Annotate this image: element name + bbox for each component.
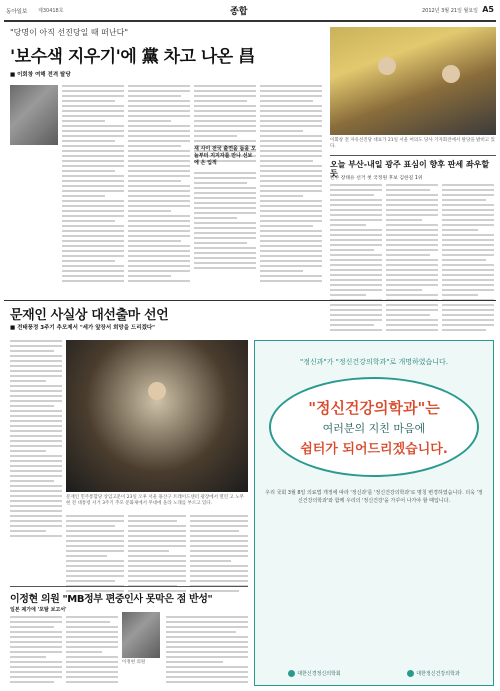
story3-mid-subhead: 새 사이 전국 출연을 돕을 오늘부터 지지자를 만나 선보에 온 입적 — [194, 146, 256, 166]
paper-name: 동아일보 — [6, 9, 28, 15]
ad-line3: 쉼터가 되어드리겠습니다. — [300, 442, 448, 457]
story1-headline: '보수색 지우기'에 黨 차고 나온 昌 — [10, 47, 255, 67]
mid-rule — [4, 300, 496, 301]
story4-body-col3 — [128, 515, 186, 595]
story4-body-col1 — [10, 340, 62, 540]
ad-org2-label: 대한정신건강의학과 — [416, 671, 460, 677]
mental-health-ad — [254, 340, 494, 686]
ad-org1 — [288, 670, 340, 677]
date: 2012년 3월 21일 월요일 — [421, 8, 478, 14]
ad-org1-label: 대한신경정신의학회 — [297, 671, 341, 677]
story5-rule — [10, 586, 248, 587]
story1-body-col1 — [62, 85, 124, 285]
story5-title: 이정현 의원 "MB정부 편중인사 못막은 점 반성" — [10, 594, 213, 605]
top-rule — [4, 20, 496, 22]
ad-body: 우리 국회 3월 8일 의료법 개정에 따라 '정신과'를 '정신건강의학과'로 명칭 변경하였습니다. 더욱 '정신건강의학과'와 함께 우리의 '정신건강'을 가꾸어 나가야 할 때입니다. — [265, 490, 483, 504]
story2-body-col2 — [386, 184, 438, 334]
story4-title: 문재인 사실상 대선출마 선언 — [10, 308, 169, 323]
story1-rally-photo — [330, 27, 496, 135]
story4-body-col2 — [66, 515, 124, 595]
story5-sub: 일본 제가에 '포탈 보고서' — [10, 607, 67, 613]
org-logo-icon — [288, 670, 295, 677]
person-figure — [148, 382, 166, 400]
issue-number: 제30418호 — [38, 8, 64, 14]
ad-org2 — [407, 670, 459, 677]
story1-body-col4 — [260, 85, 322, 285]
story2-rule — [330, 155, 496, 156]
story4-stage-photo — [66, 340, 248, 492]
story1-portrait-photo — [10, 85, 58, 145]
ad-line1: "정신건강의학과"는 — [308, 399, 440, 417]
section-title: 종합 — [230, 7, 248, 17]
ad-bubble — [269, 377, 479, 477]
story4-sub: ■ 전태풍정 3주기 추모제서 "세가 앞장서 희망을 드리겠다" — [10, 325, 156, 331]
story1-body-col2 — [128, 85, 190, 285]
ad-line2: 여러분의 지친 마음에 — [322, 422, 426, 435]
story5-body-col3 — [166, 616, 248, 686]
ad-top-line: "정신과"가 "정신건강의학과"로 개명하였습니다. — [299, 358, 449, 366]
story2-body-col3 — [442, 184, 494, 334]
page-number: A5 — [482, 5, 494, 14]
story1-body-col3b — [194, 172, 256, 272]
person-figure — [442, 65, 460, 83]
story2-body-col1 — [330, 184, 382, 334]
story2-sub: 민주 장태유 선거 첫 국정원 후보 김한길 1위 — [330, 176, 423, 181]
story1-byline: ■ 이회창 여해 전격 탈당 — [10, 72, 71, 78]
story5-photo-caption: 이정현 의원 — [122, 660, 146, 665]
ad-logos — [255, 670, 493, 677]
story5-body-col1 — [10, 616, 62, 686]
story5-portrait-photo — [122, 612, 160, 658]
org-logo-icon — [407, 670, 414, 677]
story1-kicker: "당명이 아직 선진당일 때 떠난다" — [10, 28, 128, 37]
story1-rally-caption: 이회창 전 자유선진당 대표가 21일 서울 여의도 당사 기자회견에서 탈당을 밝히고 있다. — [330, 138, 495, 149]
story5-body-col2 — [66, 616, 118, 686]
person-figure — [378, 57, 396, 75]
story4-body-col4 — [190, 515, 248, 595]
story2-title: 오늘 부산-내일 광주 표심이 향후 판세 좌우할듯 — [330, 160, 490, 178]
masthead — [0, 0, 500, 22]
story4-photo-caption: 문재인 민주통합당 상임고문이 23일 오후 서울 용산구 트레이드센터 광장에서 열린 고 노무현 전 대통령 서거 3주기 추모 문화제에서 무대에 올라 노래를 부르고 있다. — [66, 495, 244, 506]
